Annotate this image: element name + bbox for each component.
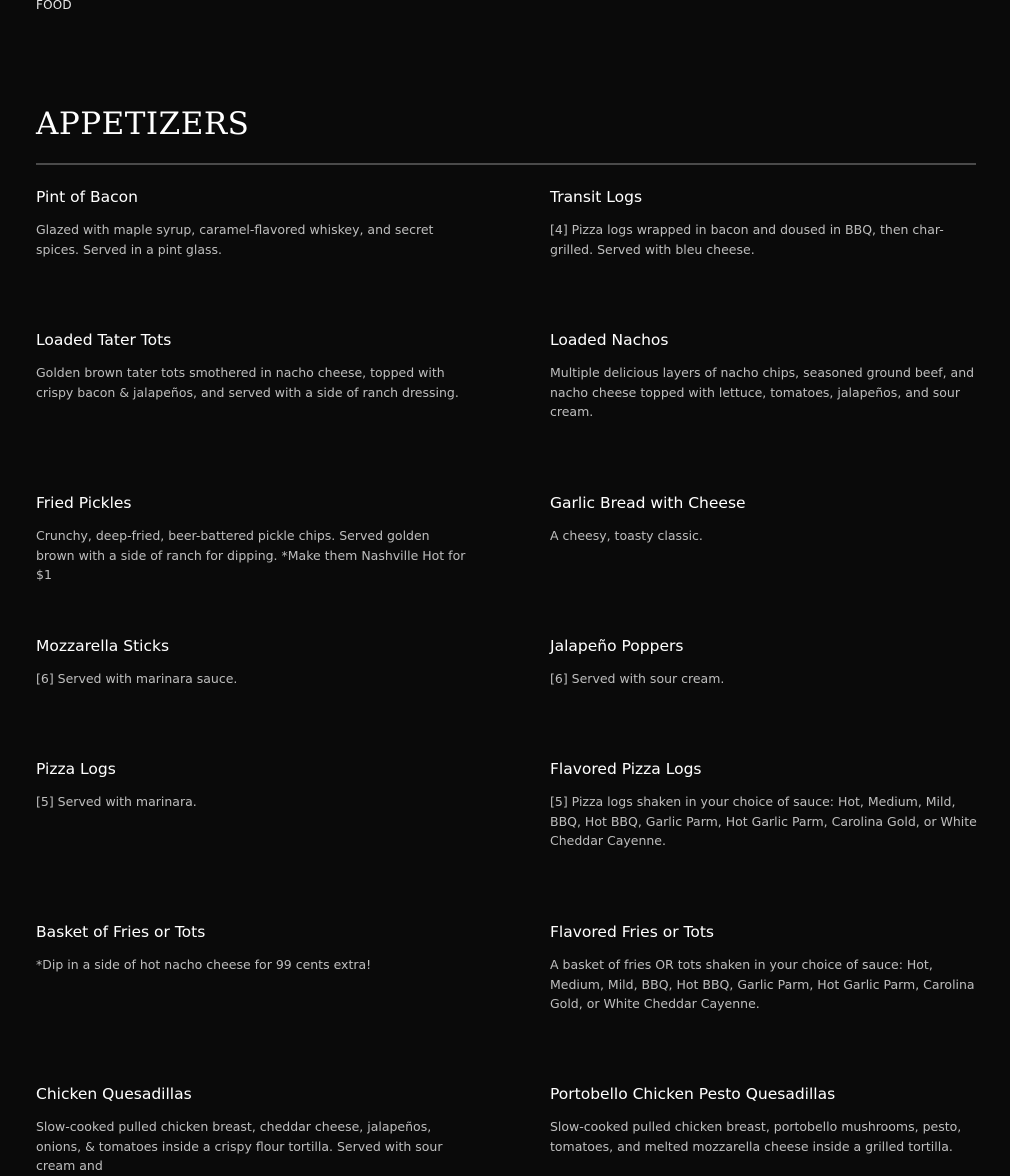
menu-item-garlic-bread-with-cheese [550,493,978,546]
menu-item-name: Pint of Bacon [36,188,138,206]
menu-item-description: Slow-cooked pulled chicken breast, cheddar cheese, jalapeños, onions, & tomatoes inside a crispy flour tortilla. Served with sour cream and [36,1119,443,1173]
menu-item-name: Fried Pickles [36,494,132,512]
menu-item-jalapeno-poppers [550,636,978,689]
menu-item-pizza-logs [36,759,464,812]
menu-item-description: [5] Served with marinara. [36,794,197,809]
menu-item-mozzarella-sticks [36,636,464,689]
menu-item-name: Flavored Fries or Tots [550,923,714,941]
menu-item-pint-of-bacon [36,187,464,259]
menu-item-name: Chicken Quesadillas [36,1085,192,1103]
menu-item-chicken-quesadillas [36,1084,464,1176]
menu-item-name: Transit Logs [550,188,643,206]
menu-item-description: *Dip in a side of hot nacho cheese for 99 cents extra! [36,957,372,972]
section-divider [36,163,976,165]
menu-item-portobello-chicken-pesto-quesadillas [550,1084,978,1156]
menu-item-name: Flavored Pizza Logs [550,760,702,778]
menu-item-description: Golden brown tater tots smothered in nacho cheese, topped with crispy bacon & jalapeños, and served with a side of ranch dressing. [36,365,459,400]
menu-item-basket-of-fries-or-tots [36,922,464,975]
menu-item-name: Loaded Nachos [550,331,669,349]
menu-item-description: [4] Pizza logs wrapped in bacon and doused in BBQ, then char-grilled. Served with bleu cheese. [550,222,944,257]
menu-item-name: Mozzarella Sticks [36,637,170,655]
menu-item-description: [6] Served with sour cream. [550,671,725,686]
menu-item-flavored-fries-or-tots [550,922,978,1014]
menu-item-name: Pizza Logs [36,760,116,778]
menu-item-flavored-pizza-logs [550,759,978,851]
menu-item-name: Basket of Fries or Tots [36,923,206,941]
menu-item-description: Glazed with maple syrup, caramel-flavored whiskey, and secret spices. Served in a pint glass. [36,222,434,257]
menu-item-loaded-tater-tots [36,330,464,402]
menu-item-description: Slow-cooked pulled chicken breast, portobello mushrooms, pesto, tomatoes, and melted mozzarella cheese inside a grilled tortilla. [550,1119,962,1154]
menu-item-name: Jalapeño Poppers [550,637,684,655]
menu-item-description: Multiple delicious layers of nacho chips, seasoned ground beef, and nacho cheese topped with lettuce, tomatoes, jalapeños, and sour cream. [550,365,975,419]
menu-item-description: [5] Pizza logs shaken in your choice of sauce: Hot, Medium, Mild, BBQ, Hot BBQ, Garlic Parm, Hot Garlic Parm, Carolina Gold, or White Cheddar Cayenne. [550,794,977,848]
menu-item-description: A cheesy, toasty classic. [550,528,703,543]
menu-item-name: Portobello Chicken Pesto Quesadillas [550,1085,836,1103]
menu-item-fried-pickles [36,493,464,585]
menu-item-description: Crunchy, deep-fried, beer-battered pickle chips. Served golden brown with a side of ranch for dipping. *Make them Nashville Hot for $1 [36,528,466,582]
menu-category-label: FOOD [36,0,72,12]
menu-item-name: Garlic Bread with Cheese [550,494,746,512]
menu-item-name: Loaded Tater Tots [36,331,172,349]
menu-item-description: A basket of fries OR tots shaken in your choice of sauce: Hot, Medium, Mild, BBQ, Hot BBQ, Garlic Parm, Hot Garlic Parm, Carolina Gold, or White Cheddar Cayenne. [550,957,975,1011]
menu-item-transit-logs [550,187,978,259]
menu-item-description: [6] Served with marinara sauce. [36,671,238,686]
section-title: APPETIZERS [36,106,250,142]
menu-item-loaded-nachos [550,330,978,422]
